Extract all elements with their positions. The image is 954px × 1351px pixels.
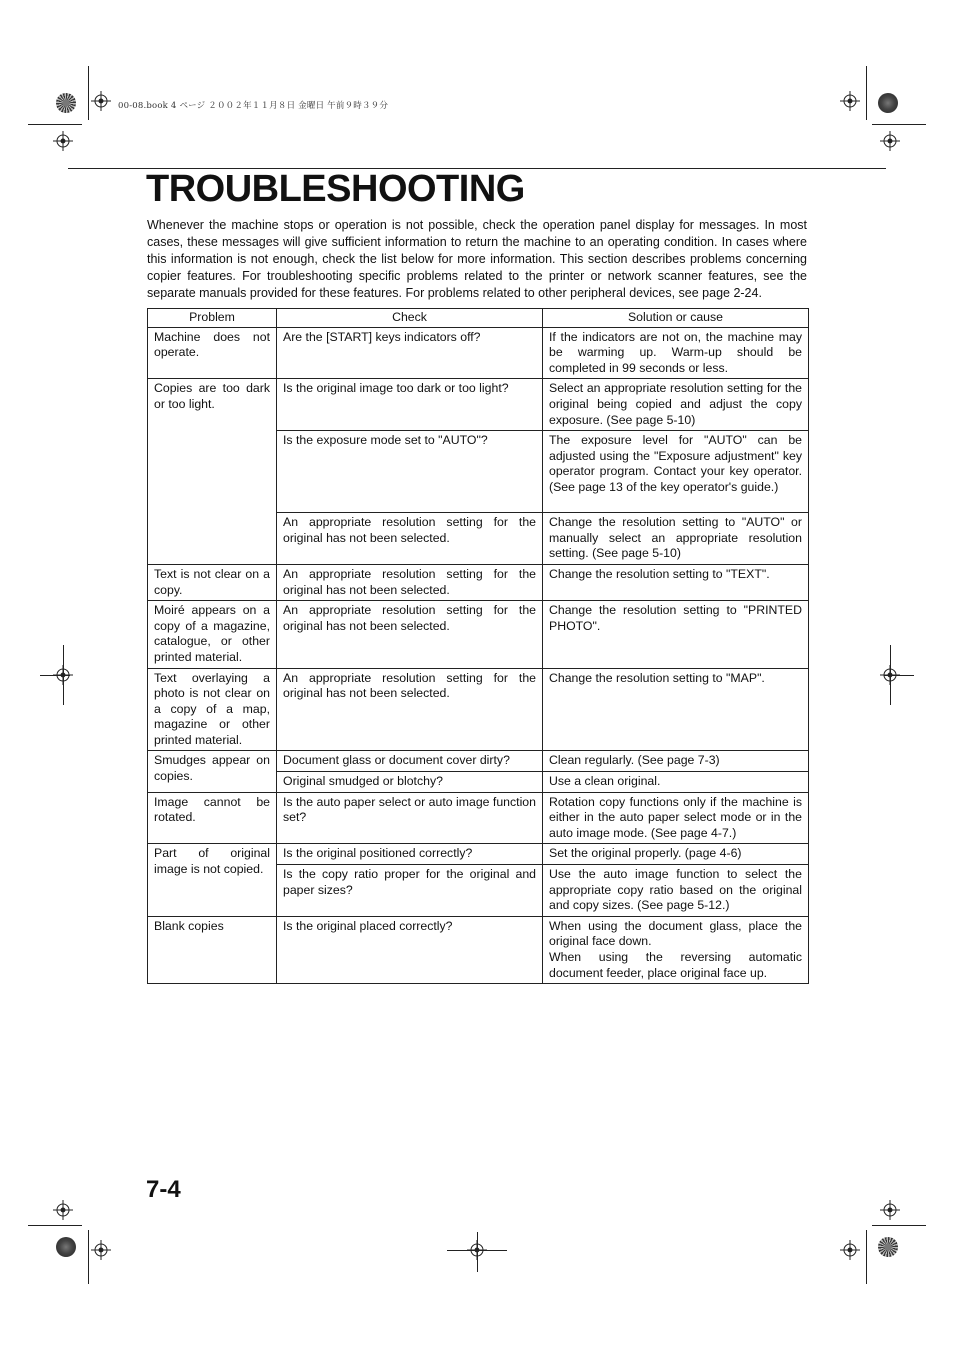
registration-target-icon bbox=[880, 1200, 900, 1220]
registration-line bbox=[477, 1232, 478, 1272]
check-cell: Is the exposure mode set to "AUTO"? bbox=[277, 431, 543, 513]
registration-target-icon bbox=[53, 131, 73, 151]
check-cell: An appropriate resolution setting for the original has not been selected. bbox=[277, 668, 543, 751]
problem-cell: Smudges appear on copies. bbox=[148, 751, 277, 792]
solution-cell: Rotation copy functions only if the machine is either in the auto paper select mode or in the auto image mode. (See page 4-7.) bbox=[543, 792, 809, 844]
problem-cell: Part of original image is not copied. bbox=[148, 844, 277, 916]
registration-target-icon bbox=[840, 91, 860, 111]
crop-mark bbox=[28, 124, 82, 125]
column-header-solution: Solution or cause bbox=[543, 309, 809, 328]
print-meta-line: 00-08.book 4 ページ ２００２年１１月８日 金曜日 午前９時３９分 bbox=[118, 101, 389, 111]
check-cell: Are the [START] keys indicators off? bbox=[277, 327, 543, 379]
color-registration-mark bbox=[878, 1237, 898, 1257]
solution-cell: Change the resolution setting to "MAP". bbox=[543, 668, 809, 751]
solution-cell: When using the document glass, place the original face down. When using the reversing automatic document feeder, place original face up. bbox=[543, 916, 809, 983]
check-cell: An appropriate resolution setting for the original has not been selected. bbox=[277, 601, 543, 668]
solution-cell: The exposure level for "AUTO" can be adjusted using the "Exposure adjustment" key operator program. Contact your key operator. (See page 13 of the key operator's guide.) bbox=[543, 431, 809, 513]
color-registration-mark bbox=[56, 1237, 76, 1257]
solution-cell: Set the original properly. (page 4-6) bbox=[543, 844, 809, 865]
solution-cell: Change the resolution setting to "TEXT". bbox=[543, 564, 809, 600]
check-cell: Original smudged or blotchy? bbox=[277, 772, 543, 793]
table-header-row bbox=[148, 309, 809, 328]
check-cell: Is the original positioned correctly? bbox=[277, 844, 543, 865]
column-header-problem: Problem bbox=[148, 309, 277, 328]
solution-cell: Change the resolution setting to "AUTO" or manually select an appropriate resolution setting. (See page 5-10) bbox=[543, 513, 809, 565]
column-header-check: Check bbox=[277, 309, 543, 328]
problem-cell: Machine does not operate. bbox=[148, 327, 277, 379]
registration-line bbox=[884, 675, 914, 676]
problem-cell: Copies are too dark or too light. bbox=[148, 379, 277, 565]
crop-mark bbox=[866, 1230, 867, 1284]
registration-target-icon bbox=[53, 1200, 73, 1220]
registration-target-icon bbox=[91, 91, 111, 111]
table-row bbox=[148, 668, 809, 751]
page-number: 7-4 bbox=[146, 1176, 181, 1203]
solution-cell: Change the resolution setting to "PRINTED PHOTO". bbox=[543, 601, 809, 668]
problem-cell: Text overlaying a photo is not clear on a copy of a map, magazine or other printed material. bbox=[148, 668, 277, 751]
table-row bbox=[148, 844, 809, 865]
table-row bbox=[148, 792, 809, 844]
check-cell: Is the original placed correctly? bbox=[277, 916, 543, 983]
registration-target-icon bbox=[840, 1240, 860, 1260]
registration-target-icon bbox=[880, 131, 900, 151]
registration-target-icon bbox=[91, 1240, 111, 1260]
check-cell: An appropriate resolution setting for the original has not been selected. bbox=[277, 564, 543, 600]
crop-mark bbox=[88, 1230, 89, 1284]
table-row bbox=[148, 379, 809, 431]
intro-paragraph: Whenever the machine stops or operation is not possible, check the operation panel display for messages. In most cases, these messages will give sufficient information to return the machine to an operating condition. In cases where this information is not enough, check the list below for more information. This section describes problems concerning copier features. For troubleshooting specific problems related to the printer or network scanner features, see the separate manuals provided for these features. For problems related to other peripheral devices, see page 2-24. bbox=[147, 218, 807, 300]
table-row bbox=[148, 916, 809, 983]
problem-cell: Text is not clear on a copy. bbox=[148, 564, 277, 600]
table-row bbox=[148, 601, 809, 668]
page-title: TROUBLESHOOTING bbox=[146, 168, 525, 210]
solution-cell: Clean regularly. (See page 7-3) bbox=[543, 751, 809, 772]
crop-mark bbox=[28, 1225, 82, 1226]
problem-cell: Moiré appears on a copy of a magazine, catalogue, or other printed material. bbox=[148, 601, 277, 668]
table-row bbox=[148, 327, 809, 379]
solution-cell: Use the auto image function to select the appropriate copy ratio based on the original and copy sizes. (See page 5-12.) bbox=[543, 865, 809, 917]
crop-mark bbox=[872, 1225, 926, 1226]
registration-line bbox=[890, 645, 891, 705]
check-cell: Is the original image too dark or too light? bbox=[277, 379, 543, 431]
color-registration-mark bbox=[878, 93, 898, 113]
solution-cell: Use a clean original. bbox=[543, 772, 809, 793]
check-cell: An appropriate resolution setting for the original has not been selected. bbox=[277, 513, 543, 565]
crop-mark bbox=[88, 66, 89, 120]
troubleshooting-table bbox=[147, 308, 809, 984]
check-cell: Is the copy ratio proper for the original and paper sizes? bbox=[277, 865, 543, 917]
check-cell: Document glass or document cover dirty? bbox=[277, 751, 543, 772]
crop-mark bbox=[866, 66, 867, 120]
problem-cell: Blank copies bbox=[148, 916, 277, 983]
registration-line bbox=[63, 645, 64, 705]
solution-cell: If the indicators are not on, the machine may be warming up. Warm-up should be completed in 99 seconds or less. bbox=[543, 327, 809, 379]
color-registration-mark bbox=[56, 93, 76, 113]
table-row bbox=[148, 751, 809, 772]
crop-mark bbox=[872, 124, 926, 125]
solution-cell: Select an appropriate resolution setting for the original being copied and adjust the copy exposure. (See page 5-10) bbox=[543, 379, 809, 431]
check-cell: Is the auto paper select or auto image function set? bbox=[277, 792, 543, 844]
registration-line bbox=[40, 675, 70, 676]
table-row bbox=[148, 564, 809, 600]
problem-cell: Image cannot be rotated. bbox=[148, 792, 277, 844]
